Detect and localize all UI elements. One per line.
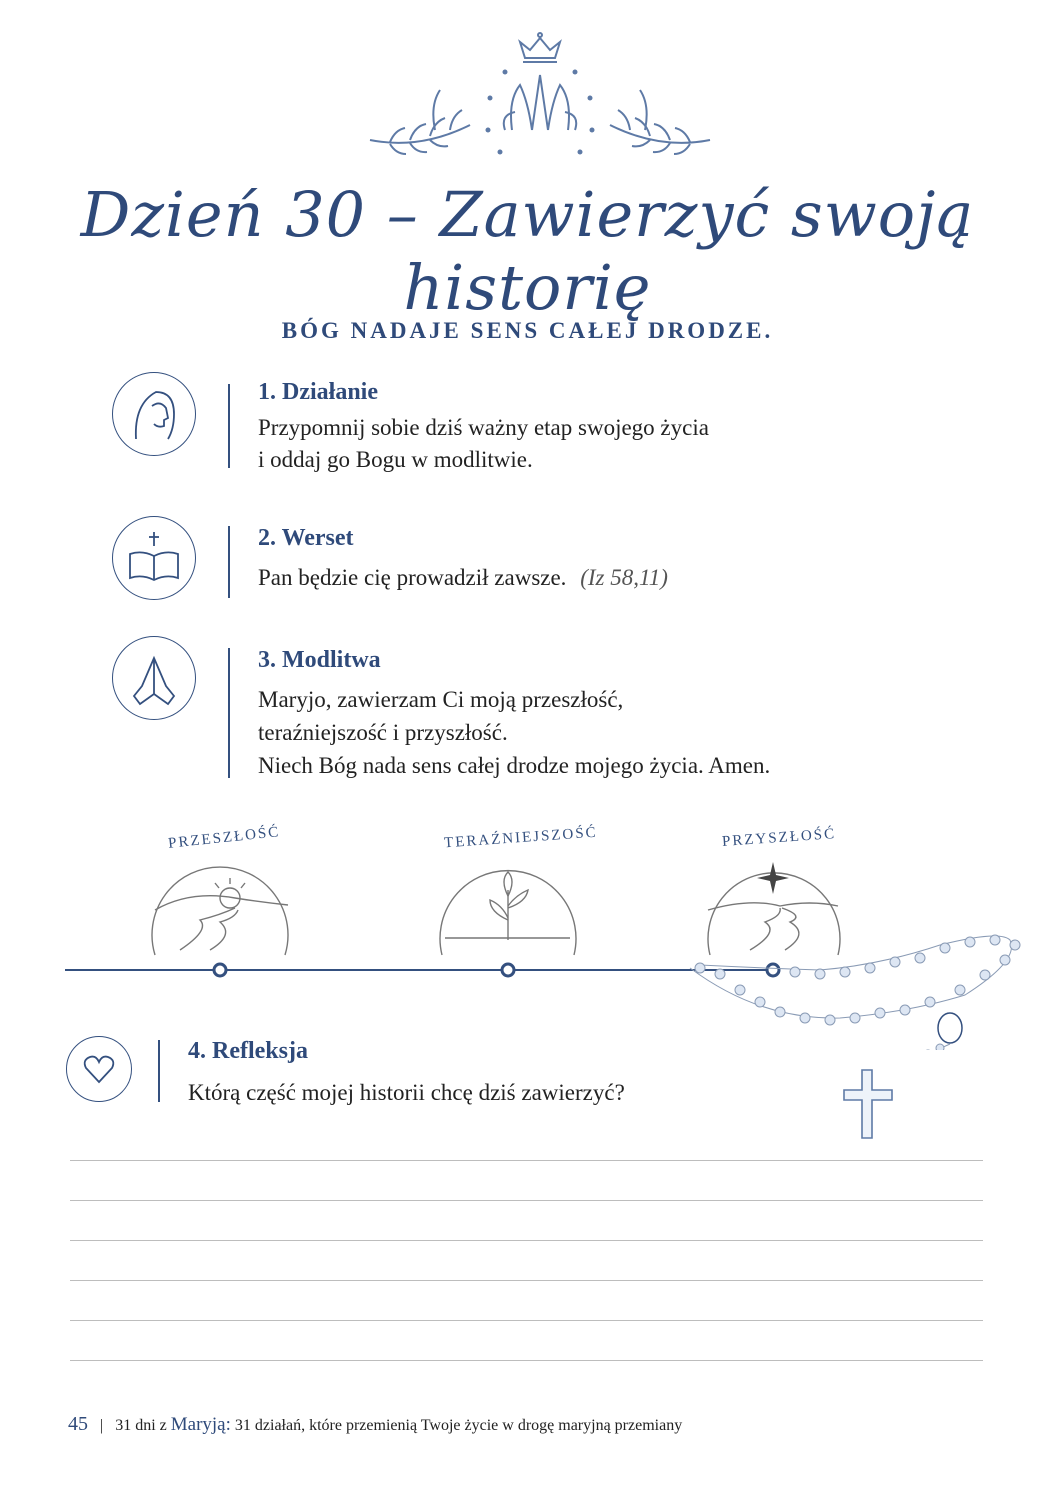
page-title: Dzień 30 – Zawierzyć swoją historię <box>80 178 975 324</box>
writing-line[interactable] <box>70 1160 983 1161</box>
writing-line[interactable] <box>70 1240 983 1241</box>
section-text-line: i oddaj go Bogu w modlitwie. <box>258 447 533 472</box>
prayer-line: teraźniejszość i przyszłość. <box>258 720 508 745</box>
sprout-icon <box>440 871 576 955</box>
section-divider <box>228 526 230 598</box>
verse-quote: Pan będzie cię prowadził zawsze. <box>258 565 567 590</box>
section-divider <box>158 1040 160 1102</box>
reflection-title: 4. Refleksja <box>188 1038 308 1064</box>
verse-text <box>258 561 668 594</box>
writing-line[interactable] <box>70 1360 983 1361</box>
section-divider <box>228 648 230 778</box>
era-label-future: PRZYSZŁOŚĆ <box>721 826 837 850</box>
section-title: 2. Werset <box>258 525 354 551</box>
writing-line[interactable] <box>70 1280 983 1281</box>
sunrise-path-icon <box>152 867 288 955</box>
rosary-icon <box>690 935 1020 1050</box>
footer-separator: | <box>100 1417 104 1434</box>
heart-icon <box>66 1036 132 1102</box>
section-divider <box>228 384 230 468</box>
praying-hands-icon <box>112 636 196 720</box>
prayer-line: Niech Bóg nada sens całej drodze mojego życia. Amen. <box>258 753 771 778</box>
verse-reference: (Iz 58,11) <box>580 565 668 590</box>
footer-prefix: 31 dni z <box>115 1417 167 1434</box>
prayer-line: Maryjo, zawierzam Ci moją przeszłość, <box>258 687 624 712</box>
section-title: 1. Działanie <box>258 379 378 405</box>
reflection-question: Którą część mojej historii chcę dziś zawierzyć? <box>188 1080 625 1105</box>
timeline-illustration <box>60 850 1035 1050</box>
era-label-present: TERAŹNIEJSZOŚĆ <box>443 824 599 852</box>
section-title: 3. Modlitwa <box>258 647 381 673</box>
bible-icon <box>112 516 196 600</box>
page-footer <box>68 1413 682 1436</box>
writing-line[interactable] <box>70 1320 983 1321</box>
footer-brand: Maryją: <box>170 1414 231 1435</box>
mary-profile-icon <box>112 372 196 456</box>
era-label-past: PRZESZŁOŚĆ <box>167 824 282 852</box>
footer-tagline: 31 działań, które przemienią Twoje życie w drogę maryjną przemiany <box>234 1417 683 1434</box>
page-subtitle: BÓG NADAJE SENS CAŁEJ DRODZE. <box>281 318 774 343</box>
page-number: 45 <box>68 1413 88 1435</box>
crowned-monogram-logo <box>360 30 720 175</box>
writing-line[interactable] <box>70 1200 983 1201</box>
rosary-cross-icon <box>838 1068 898 1144</box>
section-text-line: Przypomnij sobie dziś ważny etap swojego życia <box>258 415 709 440</box>
